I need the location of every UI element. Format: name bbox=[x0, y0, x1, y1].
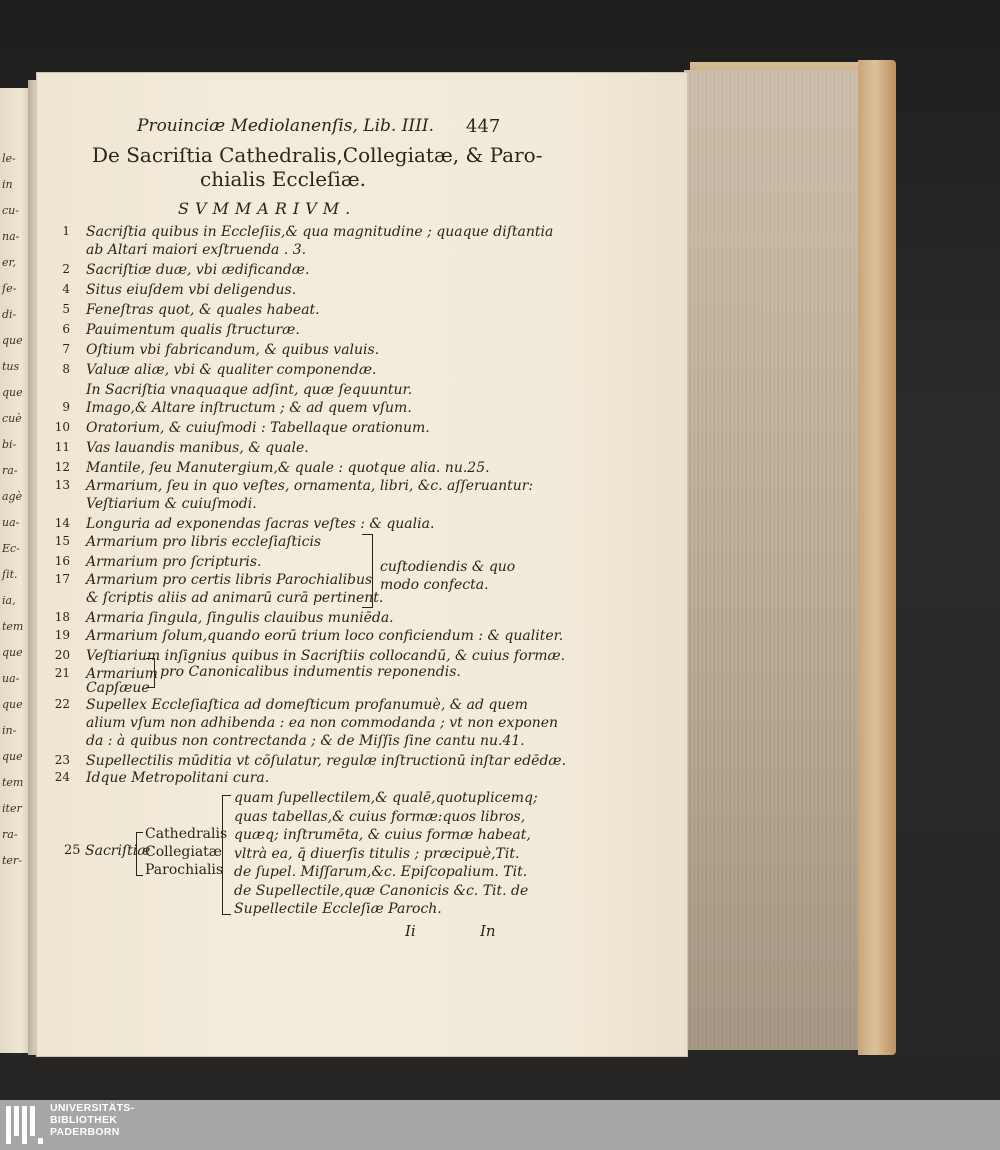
left-page-fragment: na- bbox=[2, 230, 20, 243]
entry-text: ab Altari maiori exſtruenda . 3. bbox=[86, 242, 307, 258]
brace-21-note: pro Canonicalibus indumentis reponendis. bbox=[160, 664, 461, 680]
entry-number: 1 bbox=[62, 224, 70, 238]
entry-text: Sacriſtiæ duæ, vbi ædificandæ. bbox=[86, 262, 310, 278]
entry-text: Oratorium, & cuiuſmodi : Tabellaque orationum. bbox=[86, 420, 430, 436]
entry-25-line: quam ſupellectilem,& qualē,quotuplicemq; bbox=[234, 790, 538, 806]
chapter-title-line1: De Sacriſtia Cathedralis,Collegiatæ, & Paro- bbox=[92, 143, 543, 167]
catchword-signature: Ii bbox=[405, 922, 416, 940]
entry-text: Armarium pro ſcripturis. bbox=[86, 554, 262, 570]
entry-25-label: Sacriſtiæ bbox=[85, 843, 151, 859]
entry-text: Armarium pro certis libris Parochialibus bbox=[86, 572, 373, 588]
entry-number: 13 bbox=[54, 478, 70, 492]
entry-number: 14 bbox=[54, 516, 70, 530]
entry-25-types-brace bbox=[136, 832, 143, 876]
left-page-fragment: di- bbox=[2, 308, 17, 321]
left-page-fragment: ia, bbox=[2, 594, 16, 607]
entry-number: 21 bbox=[54, 666, 70, 680]
entry-text: Capſæue bbox=[86, 680, 150, 696]
entry-25-type: Collegiatæ bbox=[145, 844, 222, 860]
entry-text: da : à quibus non contrectanda ; & de Miſſis ſine cantu nu.41. bbox=[86, 733, 525, 749]
entry-number: 7 bbox=[62, 342, 70, 356]
entry-number: 2 bbox=[62, 262, 70, 276]
entry-text: Sacriſtia quibus in Eccleſiis,& qua magnitudine ; quaque diſtantia bbox=[86, 224, 554, 240]
entry-text: Veſtiarium inſignius quibus in Sacriſtiis collocandū, & cuius formæ. bbox=[86, 648, 566, 664]
left-page-fragment: que bbox=[2, 698, 23, 711]
left-page-fragment: in- bbox=[2, 724, 17, 737]
book-cover-edge bbox=[858, 60, 896, 1055]
entry-text: Pauimentum qualis ſtructuræ. bbox=[86, 322, 300, 338]
entry-number: 19 bbox=[54, 628, 70, 642]
entry-25-lines-brace bbox=[222, 795, 231, 915]
entry-25-line: quæq; inſtrumēta, & cuius formæ habeat, bbox=[234, 827, 531, 843]
entry-number: 5 bbox=[62, 302, 70, 316]
brace-15-18-note: cuſtodiendis & quo modo confecta. bbox=[380, 559, 516, 593]
entry-text: Idque Metropolitani cura. bbox=[86, 770, 270, 786]
left-page-fragment: in bbox=[2, 178, 13, 191]
left-page-fragment: que bbox=[2, 750, 23, 763]
entry-number: 11 bbox=[54, 440, 70, 454]
left-page-fragment: agè bbox=[2, 490, 23, 503]
entry-text: Vas lauandis manibus, & quale. bbox=[86, 440, 309, 456]
entry-number: 6 bbox=[62, 322, 70, 336]
catchword: In bbox=[480, 922, 496, 940]
entry-25-line: vltrà ea, q̄ diuerſis titulis ; præcipuè,Tit. bbox=[234, 845, 520, 862]
entry-text: In Sacriſtia vnaquaque adſint, quæ ſequuntur. bbox=[86, 382, 413, 398]
left-page-fragment: Ec- bbox=[2, 542, 20, 555]
entry-text: Supellex Eccleſiaſtica ad domeſticum profanumuè, & ad quem bbox=[86, 697, 528, 713]
library-name-line2: BIBLIOTHEK bbox=[50, 1114, 118, 1126]
entry-25-number: 25 bbox=[64, 843, 81, 858]
page-number: 447 bbox=[466, 116, 501, 137]
entry-25-type: Cathedralis bbox=[145, 826, 228, 842]
entry-text: Armarium pro libris eccleſiaſticis bbox=[86, 534, 322, 550]
left-page-fragment: er, bbox=[2, 256, 17, 269]
running-header: Prouinciæ Mediolanenſis, Lib. IIII. bbox=[137, 116, 434, 136]
entry-text: Situs eiuſdem vbi deligendus. bbox=[86, 282, 297, 298]
library-name-line3: PADERBORN bbox=[50, 1126, 120, 1138]
left-page-fragment: que bbox=[2, 646, 23, 659]
entry-number: 10 bbox=[54, 420, 70, 434]
entry-text: Feneſtras quot, & quales habeat. bbox=[86, 302, 320, 318]
entry-text: Armaria ſingula, ſingulis clauibus muniēda. bbox=[86, 610, 394, 626]
entry-25-line: de ſupel. Miſſarum,&c. Epiſcopalium. Tit. bbox=[234, 864, 528, 880]
entry-number: 20 bbox=[54, 648, 70, 662]
summarium-heading: SVMMARIVM. bbox=[178, 199, 357, 218]
entry-number: 12 bbox=[54, 460, 70, 474]
entry-25-line: de Supellectile,quæ Canonicis &c. Tit. de bbox=[234, 882, 529, 899]
entry-text: Veſtiarium & cuiuſmodi. bbox=[86, 496, 257, 512]
entry-text: Supellectilis mūditia vt cōſulatur, regulæ inſtructionū inſtar edēdæ. bbox=[86, 753, 567, 769]
left-page-fragment: tem bbox=[2, 776, 24, 789]
entry-number: 9 bbox=[62, 400, 70, 414]
left-page-fragment: ua- bbox=[2, 516, 20, 529]
entry-number: 16 bbox=[54, 554, 70, 568]
entry-number: 17 bbox=[54, 572, 70, 586]
entry-number: 18 bbox=[54, 610, 70, 624]
left-page-fragment: que bbox=[2, 386, 23, 399]
entry-text: Armarium, ſeu in quo veſtes, ornamenta, libri, &c. aſſeruantur: bbox=[86, 478, 534, 494]
brace-21 bbox=[146, 658, 155, 688]
left-page-fragment: ſe- bbox=[2, 282, 17, 295]
entry-number: 23 bbox=[54, 753, 70, 767]
footer-bar bbox=[0, 1100, 1000, 1150]
left-page-fragment: ter- bbox=[2, 854, 22, 867]
left-page-fragment: le- bbox=[2, 152, 16, 165]
entry-number: 24 bbox=[54, 770, 70, 784]
left-page-fragment: tem bbox=[2, 620, 24, 633]
chapter-title-line2: chialis Eccleſiæ. bbox=[200, 167, 367, 191]
entry-number: 15 bbox=[54, 534, 70, 548]
entry-25-line: quas tabellas,& cuius formæ:quos libros, bbox=[234, 808, 526, 825]
brace-15-18 bbox=[362, 534, 373, 608]
page-edges-shading bbox=[684, 70, 864, 1050]
entry-25-type: Parochialis bbox=[145, 862, 224, 878]
entry-number: 4 bbox=[62, 282, 70, 296]
left-page-fragment: cu- bbox=[2, 204, 19, 217]
left-page-fragment: que bbox=[2, 334, 23, 347]
left-page-fragment: bi- bbox=[2, 438, 17, 451]
left-page-fragment: ua- bbox=[2, 672, 20, 685]
entry-text: Valuæ aliæ, vbi & qualiter componendæ. bbox=[86, 362, 377, 378]
left-page-fragment: ra- bbox=[2, 464, 18, 477]
entry-text: alium vſum non adhibenda : ea non commodanda ; vt non exponen bbox=[86, 715, 559, 731]
left-page-fragment: tus bbox=[2, 360, 20, 373]
left-page-fragment: ſit. bbox=[2, 568, 18, 581]
entry-text: Armarium ſolum,quando eorū trium loco conficiendum : & qualiter. bbox=[86, 628, 564, 644]
left-page-fragment: cuè bbox=[2, 412, 22, 425]
left-page-fragment: ra- bbox=[2, 828, 18, 841]
entry-text: Imago,& Altare inſtructum ; & ad quem vſum. bbox=[86, 400, 412, 416]
library-logo-icon bbox=[6, 1106, 42, 1144]
entry-number: 22 bbox=[54, 697, 70, 711]
entry-text: Mantile, ſeu Manutergium,& quale : quotque alia. nu.25. bbox=[86, 460, 490, 476]
entry-number: 8 bbox=[62, 362, 70, 376]
left-page-edge bbox=[0, 88, 30, 1053]
entry-text: Armarium bbox=[86, 666, 158, 682]
entry-25-line: Supellectile Eccleſiæ Paroch. bbox=[234, 901, 442, 917]
entry-text: & ſcriptis aliis ad animarū curā pertinent. bbox=[86, 590, 384, 606]
library-name-line1: UNIVERSITÄTS- bbox=[50, 1102, 135, 1114]
left-page-fragment: iter bbox=[2, 802, 22, 815]
entry-text: Longuria ad exponendas ſacras veſtes : & qualia. bbox=[86, 516, 435, 532]
entry-text: Oſtium vbi fabricandum, & quibus valuis. bbox=[86, 342, 380, 358]
